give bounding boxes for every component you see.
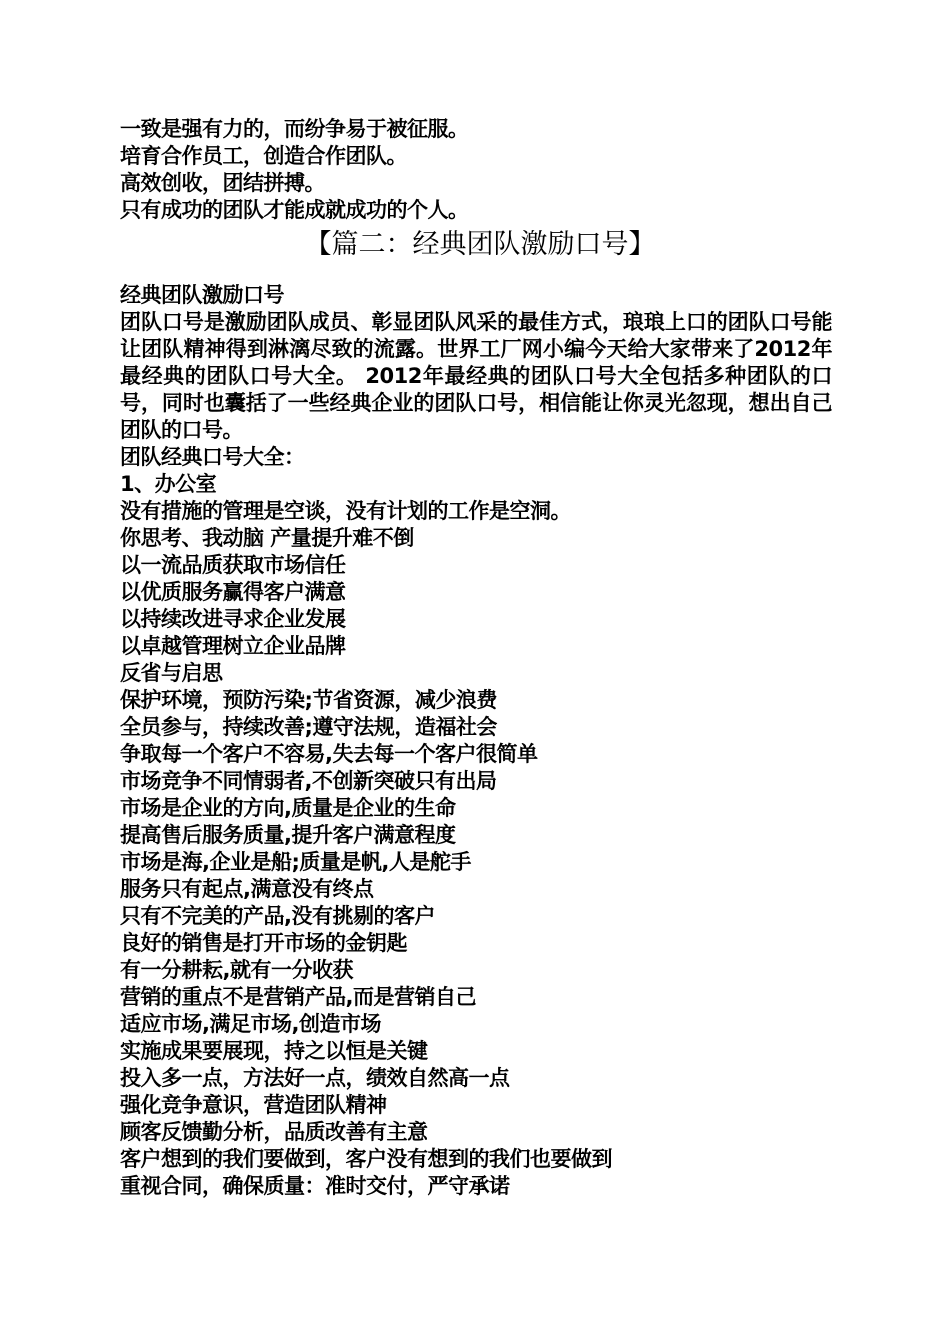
intro-line: 培育合作员工，创造合作团队。 bbox=[120, 144, 407, 168]
slogan-item: 市场是海,企业是船;质量是帆,人是舵手 bbox=[120, 850, 471, 874]
intro-line: 只有成功的团队才能成就成功的个人。 bbox=[120, 198, 469, 222]
slogan-item: 你思考、我动脑 产量提升难不倒 bbox=[120, 526, 414, 550]
slogan-item: 良好的销售是打开市场的金钥匙 bbox=[120, 931, 407, 955]
slogan-item: 以优质服务赢得客户满意 bbox=[120, 580, 346, 604]
section-heading: 【篇二：经典团队激励口号】 bbox=[304, 229, 656, 260]
slogan-item: 有一分耕耘,就有一分收获 bbox=[120, 958, 353, 982]
slogan-item: 全员参与，持续改善;遵守法规，造福社会 bbox=[120, 715, 497, 739]
category-title: 1、办公室 bbox=[120, 472, 217, 496]
slogan-item: 适应市场,满足市场,创造市场 bbox=[120, 1012, 381, 1036]
slogan-item: 实施成果要展现，持之以恒是关键 bbox=[120, 1039, 428, 1063]
slogan-item: 以持续改进寻求企业发展 bbox=[120, 607, 346, 631]
slogan-item: 客户想到的我们要做到，客户没有想到的我们也要做到 bbox=[120, 1147, 612, 1171]
slogan-item: 反省与启思 bbox=[120, 661, 223, 685]
intro-line: 一致是强有力的，而纷争易于被征服。 bbox=[120, 117, 469, 141]
document-content bbox=[120, 116, 840, 1200]
slogan-item: 只有不完美的产品,没有挑剔的客户 bbox=[120, 904, 435, 928]
slogan-item: 强化竞争意识，营造团队精神 bbox=[120, 1093, 387, 1117]
slogan-item: 重视合同，确保质量：准时交付，严守承诺 bbox=[120, 1174, 510, 1198]
slogan-item: 顾客反馈勤分析，品质改善有主意 bbox=[120, 1120, 428, 1144]
slogan-item: 营销的重点不是营销产品,而是营销自己 bbox=[120, 985, 476, 1009]
slogan-item: 市场竞争不同情弱者,不创新突破只有出局 bbox=[120, 769, 497, 793]
slogan-item: 以一流品质获取市场信任 bbox=[120, 553, 346, 577]
slogan-item: 以卓越管理树立企业品牌 bbox=[120, 634, 346, 658]
slogan-item: 市场是企业的方向,质量是企业的生命 bbox=[120, 796, 456, 820]
slogan-item: 服务只有起点,满意没有终点 bbox=[120, 877, 374, 901]
list-title: 团队经典口号大全： bbox=[120, 445, 305, 469]
slogan-item: 没有措施的管理是空谈，没有计划的工作是空洞。 bbox=[120, 499, 571, 523]
slogan-item: 提高售后服务质量,提升客户满意程度 bbox=[120, 823, 456, 847]
intro-paragraph: 团队口号是激励团队成员、彰显团队风采的最佳方式，琅琅上口的团队口号能让团队精神得到淋漓尽致的流露。世界工厂网小编今天给大家带来了2012年最经典的团队口号大全。 2012年最经典的团队口号大全包括多种团队的口号，同时也囊括了一些经典企业的团队口号，相信能让你灵光忽现，想出自己团队的口号。 bbox=[120, 310, 832, 442]
slogan-item: 投入多一点，方法好一点，绩效自然高一点 bbox=[120, 1066, 510, 1090]
slogan-item: 保护环境，预防污染;节省资源，减少浪费 bbox=[120, 688, 497, 712]
slogan-item: 争取每一个客户不容易,失去每一个客户很简单 bbox=[120, 742, 538, 766]
section-subtitle: 经典团队激励口号 bbox=[120, 283, 284, 307]
slogan-list bbox=[120, 498, 840, 1200]
intro-line: 高效创收，团结拼搏。 bbox=[120, 171, 325, 195]
